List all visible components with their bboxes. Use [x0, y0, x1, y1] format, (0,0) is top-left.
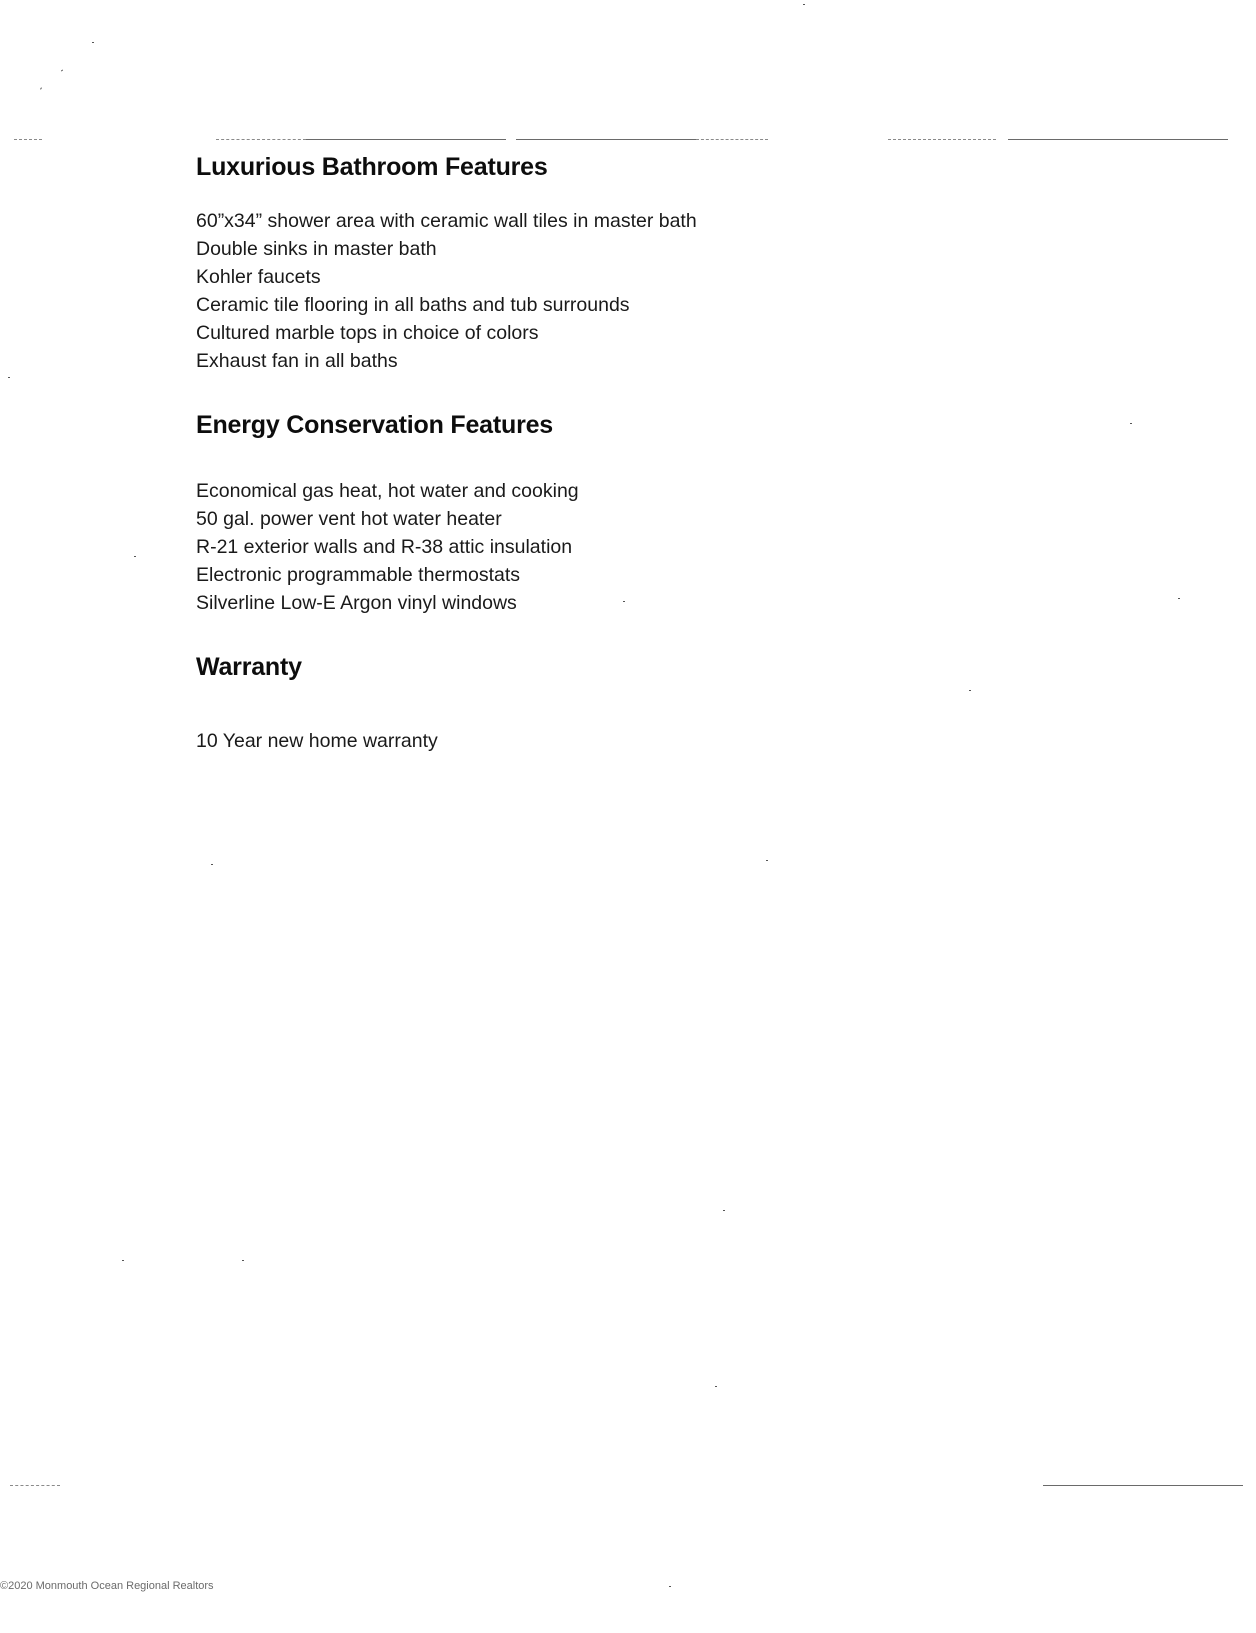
scan-speck	[92, 42, 94, 43]
list-item: 10 Year new home warranty	[196, 730, 438, 752]
list-item: Economical gas heat, hot water and cooking	[196, 480, 579, 502]
section-heading: Energy Conservation Features	[196, 411, 554, 439]
list-item: Cultured marble tops in choice of colors	[196, 322, 539, 344]
scan-speck	[969, 690, 971, 691]
list-item: Kohler faucets	[196, 266, 321, 288]
feature-list	[196, 727, 956, 755]
scan-speck	[803, 4, 805, 5]
scan-speck	[134, 556, 136, 557]
scan-speck	[715, 1386, 717, 1387]
scan-speck	[669, 1586, 671, 1587]
scan-artifact-rule	[216, 139, 306, 140]
warranty-section	[196, 650, 956, 755]
list-item: Exhaust fan in all baths	[196, 350, 398, 372]
scan-artifact-rule	[10, 1485, 60, 1486]
list-item: 50 gal. power vent hot water heater	[196, 508, 502, 530]
scan-speck	[723, 1210, 725, 1211]
section-heading: Luxurious Bathroom Features	[196, 153, 548, 181]
scan-artifact-rule	[1043, 1485, 1243, 1486]
scan-speck	[1130, 423, 1132, 424]
energy-features-section	[196, 408, 956, 617]
list-item: Electronic programmable thermostats	[196, 564, 521, 586]
features-content	[196, 150, 956, 755]
scan-speck	[122, 1260, 124, 1261]
feature-list	[196, 477, 956, 617]
scan-speck	[1178, 598, 1180, 599]
scan-artifact-rule	[888, 139, 996, 140]
scan-speck	[61, 69, 63, 71]
list-item: R-21 exterior walls and R-38 attic insulation	[196, 536, 573, 558]
scan-artifact-rule	[516, 139, 696, 140]
scan-speck	[211, 864, 213, 865]
list-item: 60”x34” shower area with ceramic wall tiles in master bath	[196, 210, 697, 232]
list-item: Ceramic tile flooring in all baths and tub surrounds	[196, 294, 630, 316]
scan-speck	[242, 1260, 244, 1261]
list-item: Silverline Low-E Argon vinyl windows	[196, 592, 517, 614]
bathroom-features-section	[196, 150, 956, 375]
scan-artifact-rule	[1008, 139, 1228, 140]
scan-speck	[8, 377, 10, 378]
section-heading: Warranty	[196, 653, 302, 681]
scan-artifact-rule	[14, 139, 42, 140]
scan-artifact-rule	[306, 139, 506, 140]
feature-list	[196, 207, 956, 375]
list-item: Double sinks in master bath	[196, 238, 437, 260]
scan-speck	[766, 860, 768, 861]
scan-speck	[40, 87, 42, 89]
scan-artifact-rule	[696, 139, 768, 140]
copyright-footer: ©2020 Monmouth Ocean Regional Realtors	[0, 1580, 214, 1592]
